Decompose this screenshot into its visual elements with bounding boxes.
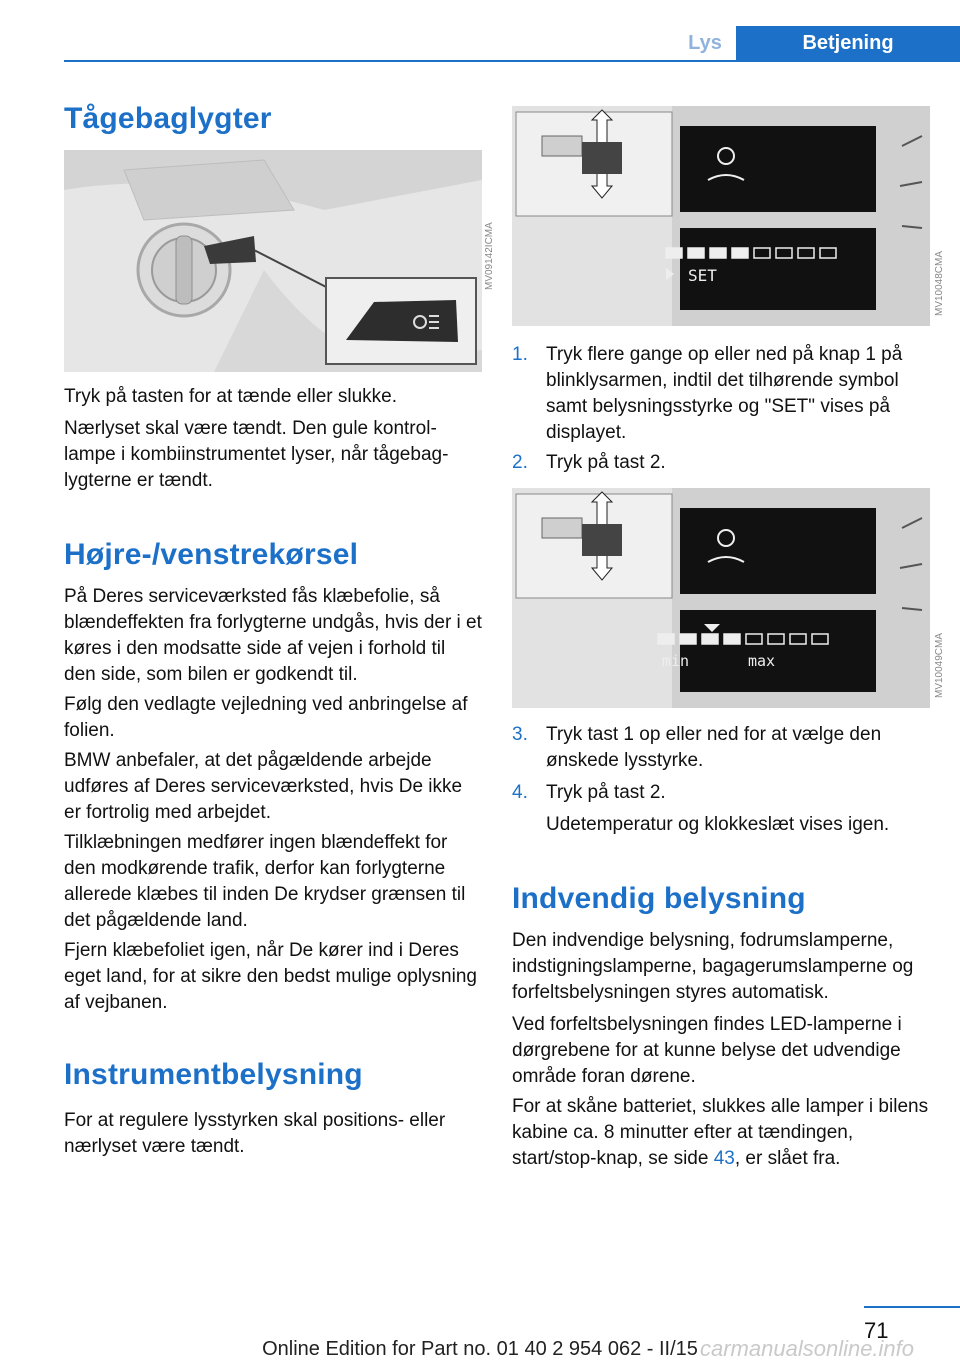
display-segment (724, 634, 740, 644)
list-item-text: Tryk på tast 2. (546, 452, 666, 473)
paragraph: BMW anbefaler, at det pågældende arbejde udføres af Deres serviceværksted, hvis De ikke er fortrolig med arbejdet. (64, 750, 463, 823)
display-segment (710, 248, 726, 258)
heading-instrumentbelysning: Instrumentbelysning (64, 1058, 363, 1091)
paragraph: Nærlyset skal være tændt. Den gule kontrollampe i kombiinstrumentet lyser, når tågebaglygterne er tændt. (64, 418, 449, 491)
header-tab-lys: Lys (688, 31, 722, 54)
heading-indvendig-belysning: Indvendig belysning (512, 882, 806, 915)
list-item-number: 2. (512, 452, 528, 473)
display-min: min (662, 652, 690, 670)
display-segment (666, 248, 682, 258)
paragraph (512, 1094, 930, 1172)
display-text: SET (688, 266, 717, 285)
paragraph-text: For at skåne batteriet, slukkes alle lamper i bilens kabine ca. 8 minutter efter at tændingen, start/stop-knap, se side (512, 1096, 929, 1169)
list-item-number: 3. (512, 724, 528, 745)
figure-set-display (512, 106, 930, 326)
display-segment (680, 634, 696, 644)
display-segment (702, 634, 718, 644)
paragraph: Fjern klæbefoliet igen, når De kører ind i Deres eget land, for at sikre den bedst mulige oplysning af vejbanen. (64, 940, 477, 1013)
footer-edition: Online Edition for Part no. 01 40 2 954 062 - II/15 (262, 1338, 698, 1360)
heading-hojre-venstrekorsel: Højre-/venstrekørsel (64, 538, 359, 571)
heading-tagebaglygter: Tågebaglygter (64, 102, 272, 135)
paragraph-text: , er slået fra. (734, 1148, 841, 1169)
paragraph: Tilklæbningen medfører ingen blændeffekt for den modkørende trafik, derfor kan forlygterne allerede klæbes til inden De krydser grænsen til det pågældende land. (64, 832, 466, 931)
figure-code: MV10048CMA (934, 250, 945, 316)
display-segment (732, 248, 748, 258)
list-item-text: Tryk på tast 2. (546, 782, 666, 803)
paragraph: Følg den vedlagte vejledning ved anbringelse af folien. (64, 694, 468, 741)
list-item-text: Tryk tast 1 op eller ned for at vælge den ønskede lysstyrke. (546, 724, 882, 771)
figure-code: MV10049CMA (934, 632, 945, 698)
paragraph: På Deres serviceværksted fås klæbefolie, så blændeffekten fra forlygterne undgås, hvis der i et køres i den modsatte side af vejen i forhold til den side, som bilen er godkendt til. (64, 586, 482, 685)
list-item-note: Udetemperatur og klokkeslæt vises igen. (546, 814, 890, 835)
page-reference-link[interactable]: 43 (713, 1148, 735, 1169)
paragraph: For at regulere lysstyrken skal positions- eller nærlyset være tændt. (64, 1110, 446, 1157)
list-item-text: Tryk flere gange op eller ned på knap 1 på blinklysarmen, indtil det tilhørende symbol samt belysningsstyrke og "SET" vises på displayet. (546, 344, 903, 443)
figure-brightness-display (512, 488, 930, 708)
display-max: max (748, 652, 776, 670)
footer-rule (864, 1306, 960, 1308)
list-item-number: 1. (512, 344, 528, 365)
paragraph: Den indvendige belysning, fodrumslamperne, indstigningslamperne, bagagerumslamperne og forfeltsbelysningen styres automatisk. (512, 930, 914, 1003)
list-item-number: 4. (512, 782, 528, 803)
paragraph: Ved forfeltsbelysningen findes LED-lamperne i dørgrebene for at kunne belyse det udvendige område foran dørene. (512, 1014, 902, 1087)
header-tab-betjening: Betjening (736, 26, 960, 60)
display-segment (688, 248, 704, 258)
figure-code: MV09142ICMA (484, 222, 495, 290)
display-segment (658, 634, 674, 644)
header-rule (64, 60, 960, 62)
paragraph: Tryk på tasten for at tænde eller slukke. (64, 386, 398, 407)
watermark: carmanualsonline.info (700, 1336, 915, 1361)
figure-fog-light-switch (64, 150, 482, 372)
page-number: 71 (864, 1318, 889, 1343)
